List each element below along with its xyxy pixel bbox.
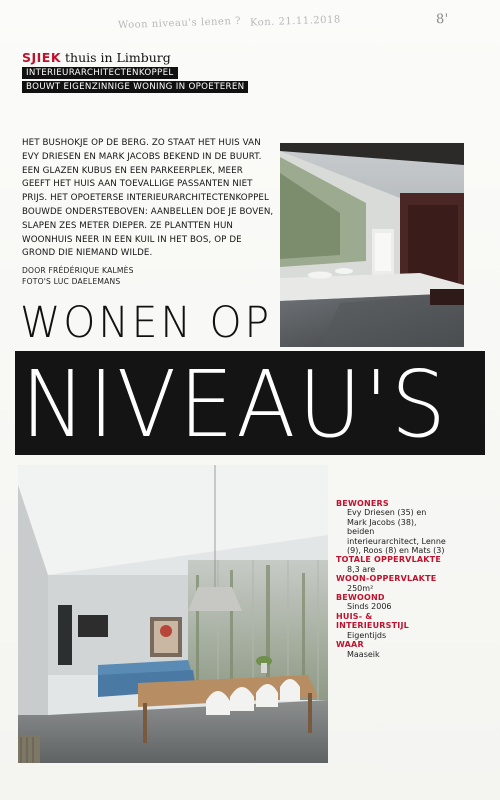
byline: DOOR FRÉDÉRIQUE KALMÈS bbox=[22, 266, 134, 275]
fact-label: HUIS- & INTERIEURSTIJL bbox=[336, 611, 409, 631]
facts-box bbox=[336, 499, 446, 659]
fact-total-area bbox=[336, 555, 446, 574]
fact-value: Eigentijds bbox=[347, 630, 387, 640]
credits bbox=[22, 266, 134, 287]
fact-value: 250m² bbox=[347, 583, 374, 593]
section-kicker bbox=[22, 50, 171, 65]
fact-residents bbox=[336, 499, 446, 555]
headline-line-2: NIVEAU'S bbox=[21, 351, 449, 455]
fact-label: WOON-OPPERVLAKTE bbox=[336, 574, 437, 584]
subhead-band-2: BOUWT EIGENZINNIGE WONING IN OPOETEREN bbox=[22, 81, 248, 93]
living-room-illustration bbox=[18, 465, 328, 763]
subhead-band-1: INTERIEURARCHITECTENKOPPEL bbox=[22, 67, 178, 79]
photo-credit: FOTO'S LUC DAELEMANS bbox=[22, 276, 121, 286]
fact-location bbox=[336, 640, 446, 659]
bathroom-illustration bbox=[280, 143, 464, 347]
fact-label: WAAR bbox=[336, 640, 364, 650]
fact-inhabited bbox=[336, 593, 446, 612]
fact-label: TOTALE OPPERVLAKTE bbox=[336, 555, 441, 565]
fact-label: BEWOOND bbox=[336, 593, 385, 603]
headline-line-1: WONEN OP bbox=[20, 298, 273, 348]
fact-value: Evy Driesen (35) en Mark Jacobs (38), beiden interieurarchitect, Lenne (9), Roos (8) en Mats (3) bbox=[347, 508, 446, 556]
headline-bar bbox=[15, 351, 485, 455]
fact-value: Maaseik bbox=[347, 649, 380, 659]
handwritten-corner-mark: 8' bbox=[435, 11, 450, 28]
section-label: thuis in Limburg bbox=[61, 50, 171, 65]
handwritten-note-date: Kon. 21.11.2018 bbox=[249, 14, 341, 29]
fact-label: BEWONERS bbox=[336, 499, 389, 508]
bathroom-photo bbox=[280, 143, 464, 347]
fact-value: 8,3 are bbox=[347, 564, 376, 574]
fact-value: Sinds 2006 bbox=[347, 602, 392, 612]
handwritten-note: Woon niveau's lenen ? bbox=[117, 15, 242, 32]
lead-paragraph: HET BUSHOKJE OP DE BERG. ZO STAAT HET HUIS VAN EVY DRIESEN EN MARK JACOBS BEKEND IN DE BUURT. EEN GLAZEN KUBUS EN EEN PARKEERPLEK, MEER GEEFT HET HUIS AAN TOEVALLIGE PASSANTEN NIET PRIJS. HET OPOETERSE INTERIEURARCHITECTENKOPPEL BOUWDE ONDERSTEBOVEN: AANBELLEN DOE JE BOVEN, SLAPEN ZES METER DIEPER. ZE PLANTTEN HUN WOONHUIS NEER IN EEN KUIL IN HET BOS, OP DE GROND DIE NIEMAND WILDE. bbox=[22, 138, 274, 259]
fact-style bbox=[336, 612, 446, 640]
brand-label: SJIEK bbox=[22, 50, 62, 65]
living-room-photo bbox=[18, 465, 328, 763]
fact-living-area bbox=[336, 574, 446, 593]
